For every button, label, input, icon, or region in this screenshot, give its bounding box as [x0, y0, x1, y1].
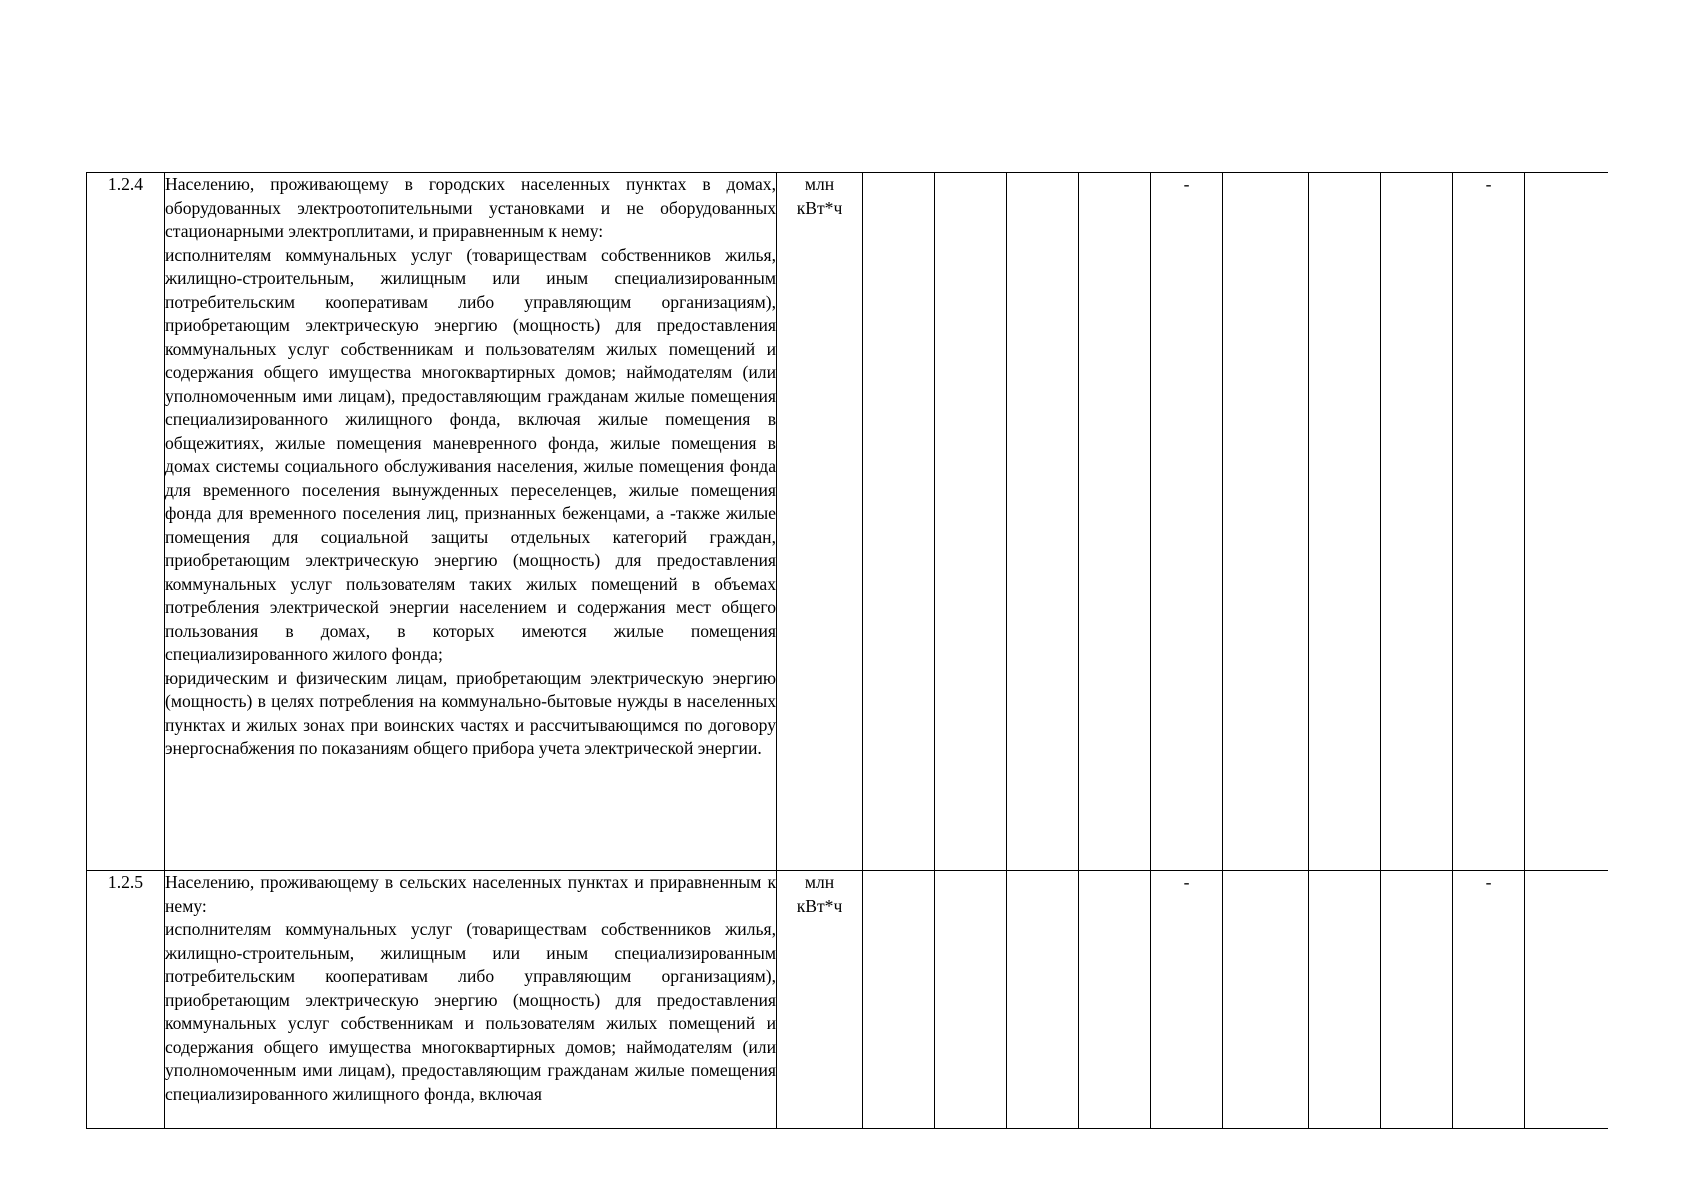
value-cell [1223, 173, 1309, 871]
description-paragraph: Населению, проживающему в городских населенных пунктах в домах, оборудованных электроотопительными установками и не оборудованных стационарными электроплитами, и приравненным к нему: [165, 174, 776, 241]
unit-cell [777, 871, 863, 1129]
unit-line: кВт*ч [796, 895, 843, 916]
unit-line: млн [804, 174, 835, 194]
tariff-table [86, 172, 1608, 1129]
document-page [86, 172, 1608, 1129]
unit-line: млн [804, 872, 835, 892]
unit-cell [777, 173, 863, 871]
row-number: 1.2.5 [87, 871, 165, 1129]
value-cell [863, 173, 935, 871]
description-paragraph: Населению, проживающему в сельских населенных пунктах и приравненным к нему: [165, 872, 776, 916]
value-cell: - [1151, 871, 1223, 1129]
description-paragraph: исполнителям коммунальных услуг (товариществам собственников жилья, жилищно-строительным, жилищным или иным специализированным потребительским кооперативам либо управляющим организациям), приобретающим электрическую энергию (мощность) для предоставления коммунальных услуг собственникам и пользователям жилых помещений и содержания общего имущества многоквартирных домов; наймодателям (или уполномоченным ими лицам), предоставляющим гражданам жилые помещения специализированного жилищного фонда, включая жилые помещения в общежитиях, жилые помещения маневренного фонда, жилые помещения в домах системы социального обслуживания населения, жилые помещения фонда для временного поселения вынужденных переселенцев, жилые помещения фонда для временного поселения лиц, признанных беженцами, а -также жилые помещения для социальной защиты отдельных категорий граждан, приобретающим электрическую энергию (мощность) для предоставления коммунальных услуг пользователям таких жилых помещений в объемах потребления электрической энергии населением и содержания мест общего пользования в домах, в которых имеются жилые помещения специализированного жилого фонда; [165, 244, 776, 664]
value-cell [1525, 173, 1609, 871]
value-cell [1381, 871, 1453, 1129]
description-paragraph: юридическим и физическим лицам, приобретающим электрическую энергию (мощность) в целях потребления на коммунально-бытовые нужды в населенных пунктах и жилых зонах при воинских частях и рассчитывающимся по договору энергоснабжения по показаниям общего прибора учета электрической энергии. [165, 667, 776, 758]
value-cell [1223, 871, 1309, 1129]
value-cell [1309, 173, 1381, 871]
value-cell [1007, 173, 1079, 871]
row-description [165, 173, 777, 871]
table-row [87, 871, 1609, 1129]
value-cell: - [1453, 173, 1525, 871]
value-cell [1525, 871, 1609, 1129]
value-cell: - [1453, 871, 1525, 1129]
value-cell [1079, 173, 1151, 871]
description-paragraph: исполнителям коммунальных услуг (товариществам собственников жилья, жилищно-строительным, жилищным или иным специализированным потребительским кооперативам либо управляющим организациям), приобретающим электрическую энергию (мощность) для предоставления коммунальных услуг собственникам и пользователям жилых помещений и содержания общего имущества многоквартирных домов; наймодателям (или уполномоченным ими лицам), предоставляющим гражданам жилые помещения специализированного жилищного фонда, включая [165, 919, 776, 1104]
value-cell [935, 871, 1007, 1129]
value-cell [1007, 871, 1079, 1129]
row-number: 1.2.4 [87, 173, 165, 871]
description-clip [165, 871, 776, 1128]
value-cell: - [1151, 173, 1223, 871]
row-description [165, 871, 777, 1129]
value-cell [1309, 871, 1381, 1129]
unit-line: кВт*ч [796, 197, 843, 218]
table-row [87, 173, 1609, 871]
value-cell [1079, 871, 1151, 1129]
value-cell [1381, 173, 1453, 871]
value-cell [863, 871, 935, 1129]
value-cell [935, 173, 1007, 871]
